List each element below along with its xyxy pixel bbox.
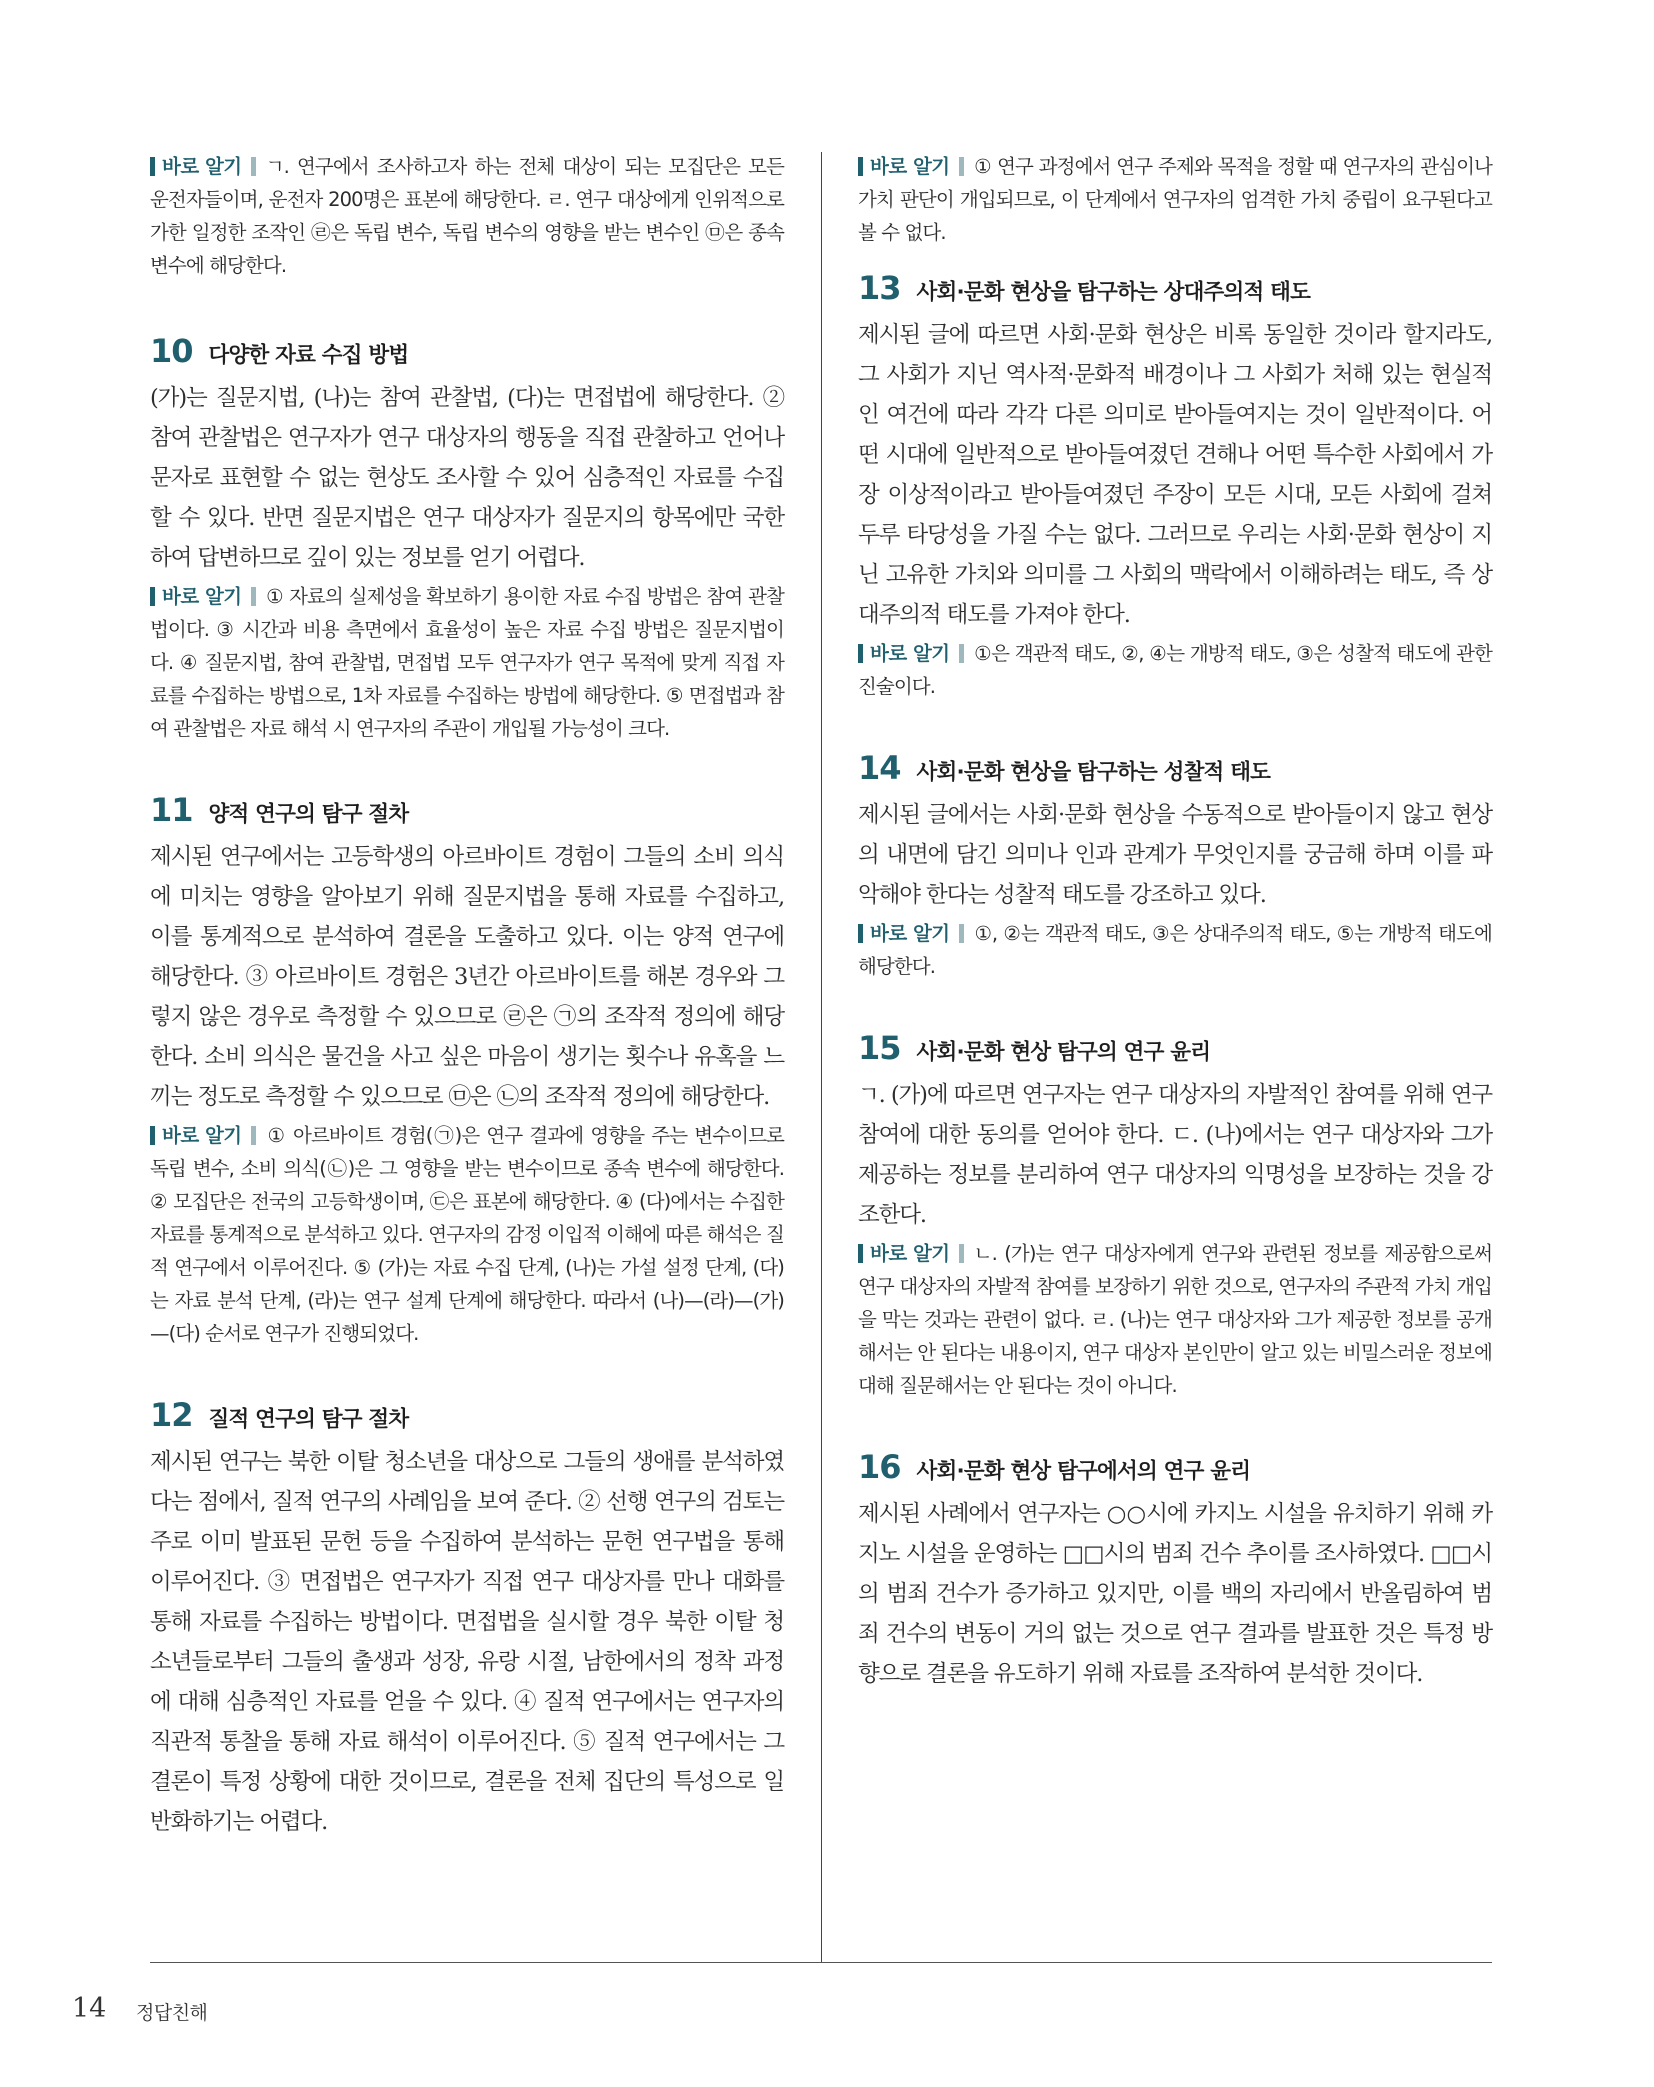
section-body: 제시된 연구에서는 고등학생의 아르바이트 경험이 그들의 소비 의식에 미치는 영향을 알아보기 위해 질문지법을 통해 자료를 수집하고, 이를 통계적으로 분석하여 결론을 도출하고 있다. 이는 양적 연구에 해당한다. ③ 아르바이트 경험은 3년간 아르바이트를 해본 경우와 그렇지 않은 경우로 측정할 수 있으므로 ㉣은 ㉠의 조작적 정의에 해당한다. 소비 의식은 물건을 사고 싶은 마음이 생기는 횟수나 유혹을 느끼는 정도로 측정할 수 있으므로 ㉤은 ㉡의 조작적 정의에 해당한다. bbox=[150, 844, 784, 1110]
section-heading bbox=[858, 1029, 1492, 1073]
column-divider bbox=[821, 152, 822, 1962]
answer-tag: 바로 알기 bbox=[858, 150, 964, 183]
answer-tag: 바로 알기 bbox=[858, 917, 964, 950]
section-10 bbox=[150, 332, 784, 745]
section-body: 제시된 글에서는 사회·문화 현상을 수동적으로 받아들이지 않고 현상의 내면에 담긴 의미나 인과 관계가 무엇인지를 궁금해 하며 이를 파악해야 한다는 성찰적 태도를 강조하고 있다. bbox=[858, 802, 1492, 908]
section-13 bbox=[858, 269, 1492, 703]
section-11 bbox=[150, 791, 784, 1350]
answer-note bbox=[858, 917, 1492, 983]
answer-note-text: ① 자료의 실제성을 확보하기 용이한 자료 수집 방법은 참여 관찰법이다. ③ 시간과 비용 측면에서 효율성이 높은 자료 수집 방법은 질문지법이다. ④ 질문지법, 참여 관찰법, 면접법 모두 연구자가 연구 목적에 맞게 직접 자료를 수집하는 방법으로, 1차 자료를 수집하는 방법에 해당한다. ⑤ 면접법과 참여 관찰법은 자료 해석 시 연구자의 주관이 개입될 가능성이 크다. bbox=[150, 585, 784, 740]
section-title: 사회·문화 현상 탐구에서의 연구 윤리 bbox=[916, 1459, 1251, 1484]
answer-tag: 바로 알기 bbox=[150, 1119, 256, 1152]
section-body: ㄱ. (가)에 따르면 연구자는 연구 대상자의 자발적인 참여를 위해 연구 참여에 대한 동의를 얻어야 한다. ㄷ. (나)에서는 연구 대상자와 그가 제공하는 정보를 분리하여 연구 대상자의 익명성을 보장하는 것을 강조한다. bbox=[858, 1082, 1492, 1228]
section-16 bbox=[858, 1448, 1492, 1694]
section-title: 양적 연구의 탐구 절차 bbox=[208, 802, 409, 827]
section-body: 제시된 사례에서 연구자는 ○○시에 카지노 시설을 유치하기 위해 카지노 시설을 운영하는 □□시의 범죄 건수 추이를 조사하였다. □□시의 범죄 건수가 증가하고 있지만, 이를 백의 자리에서 반올림하여 범죄 건수의 변동이 거의 없는 것으로 연구 결과를 발표한 것은 특정 방향으로 결론을 유도하기 위해 자료를 조작하여 분석한 것이다. bbox=[858, 1501, 1492, 1687]
section-number: 15 bbox=[858, 1029, 901, 1067]
section-14 bbox=[858, 749, 1492, 983]
section-heading bbox=[858, 1448, 1492, 1492]
section-number: 11 bbox=[150, 791, 193, 829]
answer-note-text: ㄴ. (가)는 연구 대상자에게 연구와 관련된 정보를 제공함으로써 연구 대상자의 자발적 참여를 보장하기 위한 것으로, 연구자의 주관적 가치 개입을 막는 것과는 관련이 없다. ㄹ. (나)는 연구 대상자와 그가 제공한 정보를 공개해서는 안 된다는 내용이지, 연구 대상자 본인만이 알고 있는 비밀스러운 정보에 대해 질문해서는 안 된다는 것이 아니다. bbox=[858, 1242, 1492, 1397]
answer-note bbox=[858, 150, 1492, 249]
answer-note-text: ①은 객관적 태도, ②, ④는 개방적 태도, ③은 성찰적 태도에 관한 진술이다. bbox=[858, 642, 1492, 698]
section-heading bbox=[150, 791, 784, 835]
section-number: 12 bbox=[150, 1396, 193, 1434]
section-body: 제시된 연구는 북한 이탈 청소년을 대상으로 그들의 생애를 분석하였다는 점에서, 질적 연구의 사례임을 보여 준다. ② 선행 연구의 검토는 주로 이미 발표된 문헌 등을 수집하여 분석하는 문헌 연구법을 통해 이루어진다. ③ 면접법은 연구자가 직접 연구 대상자를 만나 대화를 통해 자료를 수집하는 방법이다. 면접법을 실시할 경우 북한 이탈 청소년들로부터 그들의 출생과 성장, 유랑 시절, 남한에서의 정착 과정에 대해 심층적인 자료를 얻을 수 있다. ④ 질적 연구에서는 연구자의 직관적 통찰을 통해 자료 해석이 이루어진다. ⑤ 질적 연구에서는 그 결론이 특정 상황에 대한 것이므로, 결론을 전체 집단의 특성으로 일반화하기는 어렵다. bbox=[150, 1449, 784, 1835]
section-number: 16 bbox=[858, 1448, 901, 1486]
section-body: 제시된 글에 따르면 사회·문화 현상은 비록 동일한 것이라 할지라도, 그 사회가 지닌 역사적·문화적 배경이나 그 사회가 처해 있는 현실적인 여건에 따라 각각 다른 의미로 받아들여지는 것이 일반적이다. 어떤 시대에 일반적으로 받아들여졌던 견해나 어떤 특수한 사회에서 가장 이상적이라고 받아들여졌던 주장이 모든 시대, 모든 사회에 걸쳐 두루 타당성을 가질 수는 없다. 그러므로 우리는 사회·문화 현상이 지닌 고유한 가치와 의미를 그 사회의 맥락에서 이해하려는 태도, 즉 상대주의적 태도를 가져야 한다. bbox=[858, 322, 1492, 628]
section-title: 사회·문화 현상을 탐구하는 상대주의적 태도 bbox=[916, 280, 1311, 305]
answer-tag: 바로 알기 bbox=[150, 150, 256, 183]
answer-note-text: ①, ②는 객관적 태도, ③은 상대주의적 태도, ⑤는 개방적 태도에 해당한다. bbox=[858, 922, 1492, 978]
page-number: 14 bbox=[72, 1993, 107, 2024]
left-column bbox=[150, 150, 784, 1844]
answer-tag: 바로 알기 bbox=[150, 580, 256, 613]
section-body: (가)는 질문지법, (나)는 참여 관찰법, (다)는 면접법에 해당한다. ② 참여 관찰법은 연구자가 연구 대상자의 행동을 직접 관찰하고 언어나 문자로 표현할 수 없는 현상도 조사할 수 있어 심층적인 자료를 수집할 수 있다. 반면 질문지법은 연구 대상자가 질문지의 항목에만 국한하여 답변하므로 깊이 있는 정보를 얻기 어렵다. bbox=[150, 385, 784, 571]
section-title: 질적 연구의 탐구 절차 bbox=[208, 1407, 409, 1432]
section-15 bbox=[858, 1029, 1492, 1402]
answer-tag: 바로 알기 bbox=[858, 1237, 964, 1270]
section-title: 사회·문화 현상을 탐구하는 성찰적 태도 bbox=[916, 760, 1271, 785]
answer-note-text: ① 연구 과정에서 연구 주제와 목적을 정할 때 연구자의 관심이나 가치 판단이 개입되므로, 이 단계에서 연구자의 엄격한 가치 중립이 요구된다고 볼 수 없다. bbox=[858, 155, 1492, 244]
section-12 bbox=[150, 1396, 784, 1842]
section-heading bbox=[150, 332, 784, 376]
footer-rule bbox=[150, 1962, 1492, 1963]
answer-note bbox=[858, 1237, 1492, 1402]
section-number: 10 bbox=[150, 332, 193, 370]
section-title: 사회·문화 현상 탐구의 연구 윤리 bbox=[916, 1040, 1211, 1065]
answer-note bbox=[150, 1119, 784, 1350]
right-column bbox=[858, 150, 1492, 1696]
section-title: 다양한 자료 수집 방법 bbox=[208, 343, 409, 368]
answer-note-text: ① 아르바이트 경험(㉠)은 연구 결과에 영향을 주는 변수이므로 독립 변수, 소비 의식(㉡)은 그 영향을 받는 변수이므로 종속 변수에 해당한다. ② 모집단은 전국의 고등학생이며, ㉢은 표본에 해당한다. ④ (다)에서는 수집한 자료를 통계적으로 분석하고 있다. 연구자의 감정 이입적 이해에 따른 해석은 질적 연구에서 이루어진다. ⑤ (가)는 자료 수집 단계, (나)는 가설 설정 단계, (다)는 자료 분석 단계, (라)는 연구 설계 단계에 해당한다. 따라서 (나)—(라)—(가)—(다) 순서로 연구가 진행되었다. bbox=[150, 1124, 784, 1345]
section-number: 13 bbox=[858, 269, 901, 307]
answer-note-text: ㄱ. 연구에서 조사하고자 하는 전체 대상이 되는 모집단은 모든 운전자들이며, 운전자 200명은 표본에 해당한다. ㄹ. 연구 대상에게 인위적으로 가한 일정한 조작인 ㉣은 독립 변수, 독립 변수의 영향을 받는 변수인 ㉤은 종속 변수에 해당한다. bbox=[150, 155, 784, 277]
section-heading bbox=[150, 1396, 784, 1440]
section-heading bbox=[858, 269, 1492, 313]
section-heading bbox=[858, 749, 1492, 793]
answer-note bbox=[150, 580, 784, 745]
section-number: 14 bbox=[858, 749, 901, 787]
answer-tag: 바로 알기 bbox=[858, 637, 964, 670]
answer-note bbox=[150, 150, 784, 282]
footer-label: 정답친해 bbox=[136, 2002, 208, 2024]
answer-note bbox=[858, 637, 1492, 703]
